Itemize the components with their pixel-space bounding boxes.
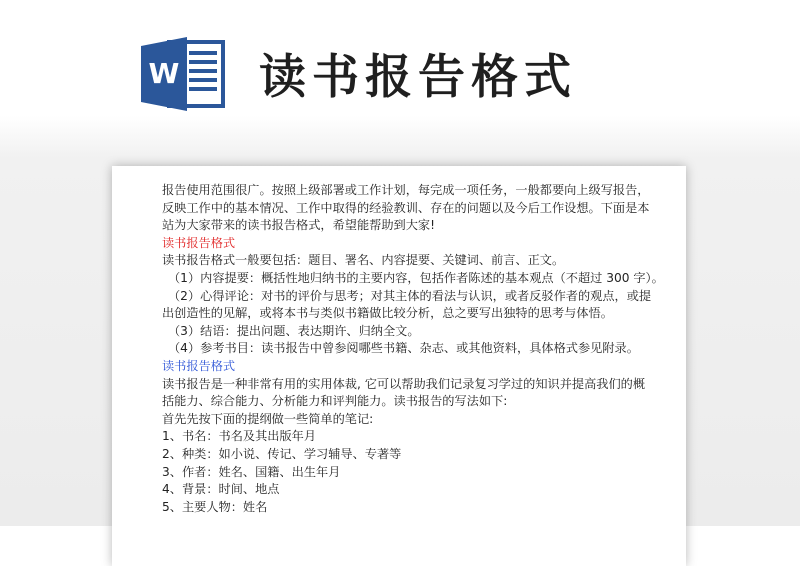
paragraph-line: 4、背景：时间、地点	[162, 482, 280, 497]
document-body	[162, 182, 664, 516]
paragraph-line: 读书报告是一种非常有用的实用体裁, 它可以帮助我们记录复习学过的知识并提高我们的概	[162, 376, 646, 391]
paragraph-line: 出创造性的见解，或将本书与类似书籍做比较分析，总之要写出独特的思考与体悟。	[162, 306, 613, 321]
paragraph-line: 2、种类：如小说、传记、学习辅导、专著等	[162, 446, 402, 461]
header	[0, 0, 800, 150]
paragraph-line: （3）结语：提出问题、表达期许、归纳全文。	[168, 323, 420, 338]
word-icon	[137, 37, 229, 111]
paragraph-line: 报告使用范围很广。按照上级部署或工作计划，每完成一项任务，一般都要向上级写报告，	[162, 183, 650, 197]
page-title: 读书报告格式	[259, 50, 577, 105]
paragraph-line: （1）内容提要：概括性地归纳书的主要内容，包括作者陈述的基本观点（不超过 300 字）。	[168, 270, 664, 285]
paragraph-line: （2）心得评论：对书的评价与思考；对其主体的看法与认识，或者反驳作者的观点，或提	[168, 288, 652, 303]
paragraph-line: （4）参考书目：读书报告中曾参阅哪些书籍、杂志、或其他资料，具体格式参见附录。	[168, 341, 639, 356]
paragraph-line: 反映工作中的基本情况、工作中取得的经验教训、存在的问题以及今后工作设想。下面是本	[162, 200, 650, 215]
paragraph-line: 1、书名：书名及其出版年月	[162, 429, 317, 444]
paragraph-line: 首先先按下面的提纲做一些简单的笔记:	[162, 411, 374, 426]
section-heading: 读书报告格式	[162, 358, 236, 373]
section-heading: 读书报告格式	[162, 235, 236, 250]
document-page	[112, 166, 686, 566]
paragraph-line: 3、作者：姓名、国籍、出生年月	[162, 464, 341, 479]
word-icon-letter: W	[148, 57, 180, 90]
paragraph-line: 括能力、综合能力、分析能力和评判能力。读书报告的写法如下:	[162, 394, 508, 409]
paragraph-line: 读书报告格式一般要包括：题目、署名、内容提要、关键词、前言、正文。	[162, 253, 565, 268]
paragraph-line: 5、主要人物：姓名	[162, 499, 268, 514]
paragraph-line: 站为大家带来的读书报告格式，希望能帮助到大家!	[162, 218, 436, 233]
